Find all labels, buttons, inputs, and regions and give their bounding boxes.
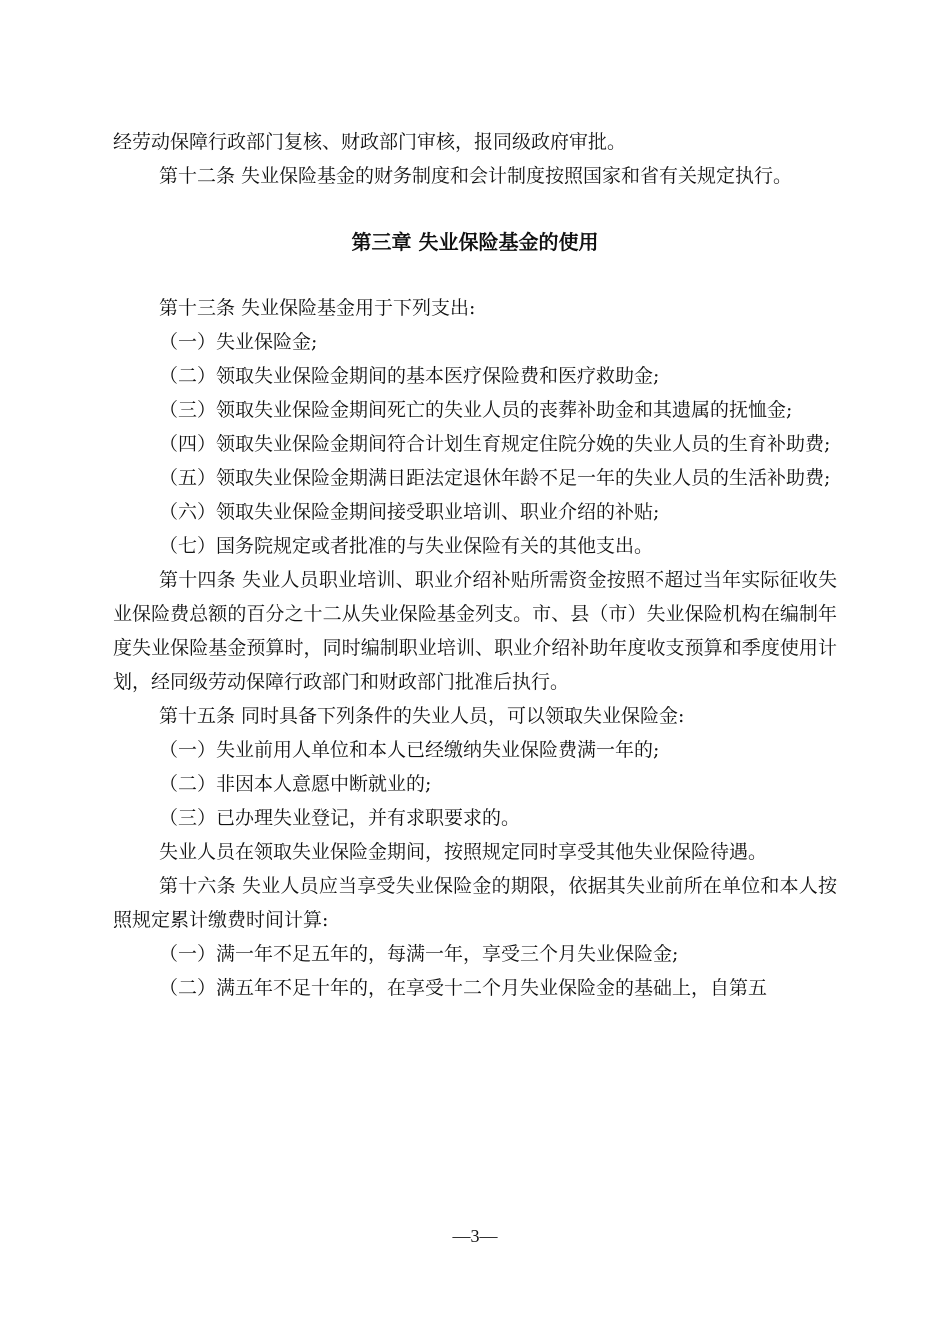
paragraph: 第十二条 失业保险基金的财务制度和会计制度按照国家和省有关规定执行。: [159, 165, 793, 187]
paragraph: （一）满一年不足五年的，每满一年，享受三个月失业保险金;: [159, 943, 679, 965]
paragraph: （四）领取失业保险金期间符合计划生育规定住院分娩的失业人员的生育补助费;: [159, 433, 831, 455]
paragraph: 第十四条 失业人员职业培训、职业介绍补贴所需资金按照不超过当年实际征收失业保险费总额的百分之十二从失业保险基金列支。市、县（市）失业保险机构在编制年度失业保险基金预算时，同时编制职业培训、职业介绍补助年度收支预算和季度使用计划，经同级劳动保障行政部门和财政部门批准后执行。: [113, 569, 837, 693]
paragraph: （二）领取失业保险金期间的基本医疗保险费和医疗救助金;: [159, 365, 660, 387]
paragraph: 经劳动保障行政部门复核、财政部门审核，报同级政府审批。: [113, 131, 627, 153]
paragraph: （一）失业保险金;: [159, 331, 318, 353]
page-content: [113, 125, 837, 1005]
paragraph: （三）已办理失业登记，并有求职要求的。: [159, 807, 521, 829]
paragraph: （一）失业前用人单位和本人已经缴纳失业保险费满一年的;: [159, 739, 660, 761]
paragraph: 第十三条 失业保险基金用于下列支出:: [159, 297, 476, 319]
paragraph: （六）领取失业保险金期间接受职业培训、职业介绍的补贴;: [159, 501, 660, 523]
top-paragraphs: [113, 125, 837, 193]
page-number: —3—: [452, 1226, 498, 1246]
paragraph: （二）满五年不足十年的，在享受十二个月失业保险金的基础上，自第五: [159, 977, 768, 999]
paragraph: 第十六条 失业人员应当享受失业保险金的期限，依据其失业前所在单位和本人按照规定累计缴费时间计算:: [113, 875, 837, 931]
paragraph: （二）非因本人意愿中断就业的;: [159, 773, 432, 795]
chapter-title: 第三章 失业保险基金的使用: [351, 230, 599, 254]
paragraph: 第十五条 同时具备下列条件的失业人员，可以领取失业保险金:: [159, 705, 685, 727]
paragraph: （三）领取失业保险金期间死亡的失业人员的丧葬补助金和其遗属的抚恤金;: [159, 399, 793, 421]
paragraph: （五）领取失业保险金期满日距法定退休年龄不足一年的失业人员的生活补助费;: [159, 467, 831, 489]
paragraph: （七）国务院规定或者批准的与失业保险有关的其他支出。: [159, 535, 654, 557]
paragraph: 失业人员在领取失业保险金期间，按照规定同时享受其他失业保险待遇。: [159, 841, 768, 863]
chapter-paragraphs: [113, 291, 837, 1005]
